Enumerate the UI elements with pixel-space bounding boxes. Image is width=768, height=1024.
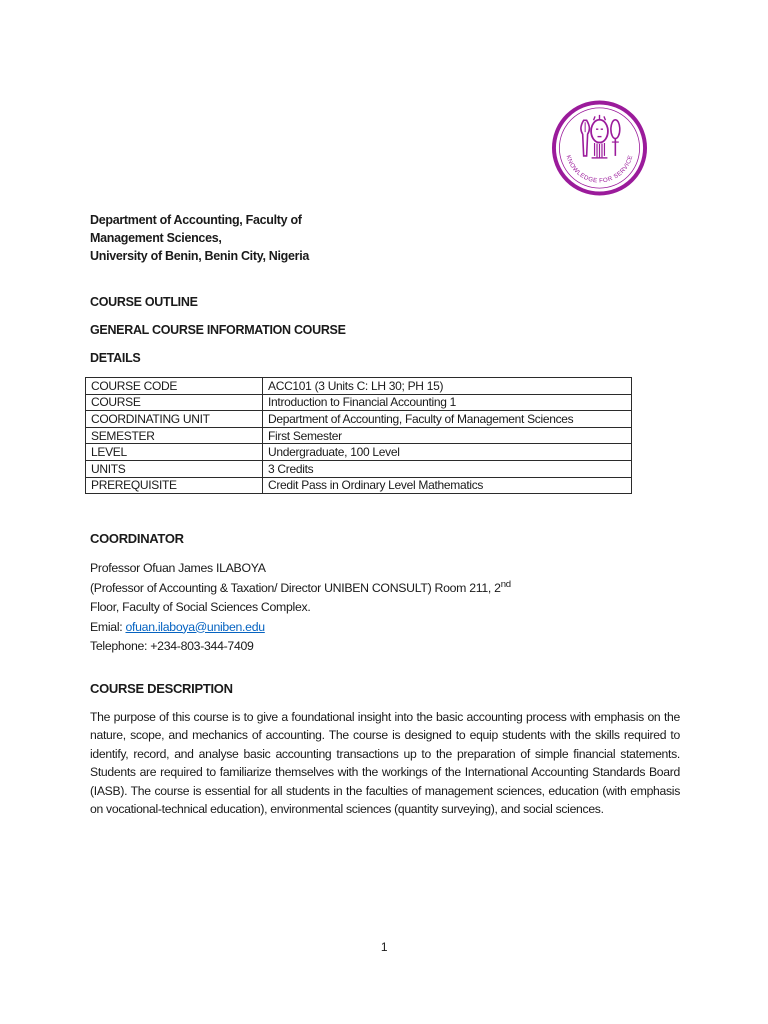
coordinator-section [90,559,650,657]
table-value-cell: Introduction to Financial Accounting 1 [263,394,632,411]
table-value-cell: Department of Accounting, Faculty of Management Sciences [263,411,632,428]
logo-motto: KNOWLEDGE FOR SERVICE [564,154,635,185]
coordinator-title-text: (Professor of Accounting & Taxation/ Director UNIBEN CONSULT) Room 211, 2 [90,580,501,595]
table-value-cell: Credit Pass in Ordinary Level Mathematics [263,477,632,494]
heading-course-outline: COURSE OUTLINE [90,295,198,309]
table-label-cell: PREREQUISITE [86,477,263,494]
table-label-cell: COURSE CODE [86,378,263,395]
coordinator-name: Professor Ofuan James ILABOYA [90,561,266,575]
coordinator-title-line-2: Floor, Faculty of Social Sciences Complex. [90,600,311,614]
department-address-header [90,211,309,265]
header-line-2: Management Sciences, [90,231,222,245]
table-row [86,477,632,494]
page-number: 1 [380,940,388,954]
table-row [86,427,632,444]
table-value-cell: ACC101 (3 Units C: LH 30; PH 15) [263,378,632,395]
table-row [86,460,632,477]
table-value-cell: First Semester [263,427,632,444]
heading-coordinator: COORDINATOR [90,531,184,546]
header-line-1: Department of Accounting, Faculty of [90,213,302,227]
table-row [86,378,632,395]
table-label-cell: LEVEL [86,444,263,461]
heading-course-description: COURSE DESCRIPTION [90,681,233,696]
coordinator-email-line [90,618,650,638]
table-row [86,394,632,411]
header-line-3: University of Benin, Benin City, Nigeria [90,249,310,263]
university-of-benin-logo-icon [550,96,649,200]
heading-general-course-information: GENERAL COURSE INFORMATION COURSE [90,323,346,337]
table-row [86,444,632,461]
email-link[interactable]: ofuan.ilaboya@uniben.edu [125,619,265,634]
table-label-cell: COURSE [86,394,263,411]
table-value-cell: 3 Credits [263,460,632,477]
table-label-cell: SEMESTER [86,427,263,444]
coordinator-telephone-line: Telephone: +234-803-344-7409 [90,639,254,653]
coordinator-title-line [90,579,650,599]
course-details-table [85,377,632,494]
course-description-paragraph: The purpose of this course is to give a foundational insight into the basic accounting process with emphasis on the nature, scope, and mechanics of accounting. The course is designed to equip students with the skills required to identify, record, and analyse basic accounting transactions up to the preparation of simple financial statements. Students are required to familiarize themselves with the workings of the International Accounting Standards Board (IASB). The course is essential for all students in the faculties of management sciences, education (with emphasis on vocational-technical education), environmental sciences (quantity surveying), and social sciences. [90,710,680,817]
ordinal-superscript: nd [500,578,511,590]
table-label-cell: COORDINATING UNIT [86,411,263,428]
heading-details: DETAILS [90,351,141,365]
table-label-cell: UNITS [86,460,263,477]
email-label: Emial: [90,619,126,634]
table-value-cell: Undergraduate, 100 Level [263,444,632,461]
table-row [86,411,632,428]
